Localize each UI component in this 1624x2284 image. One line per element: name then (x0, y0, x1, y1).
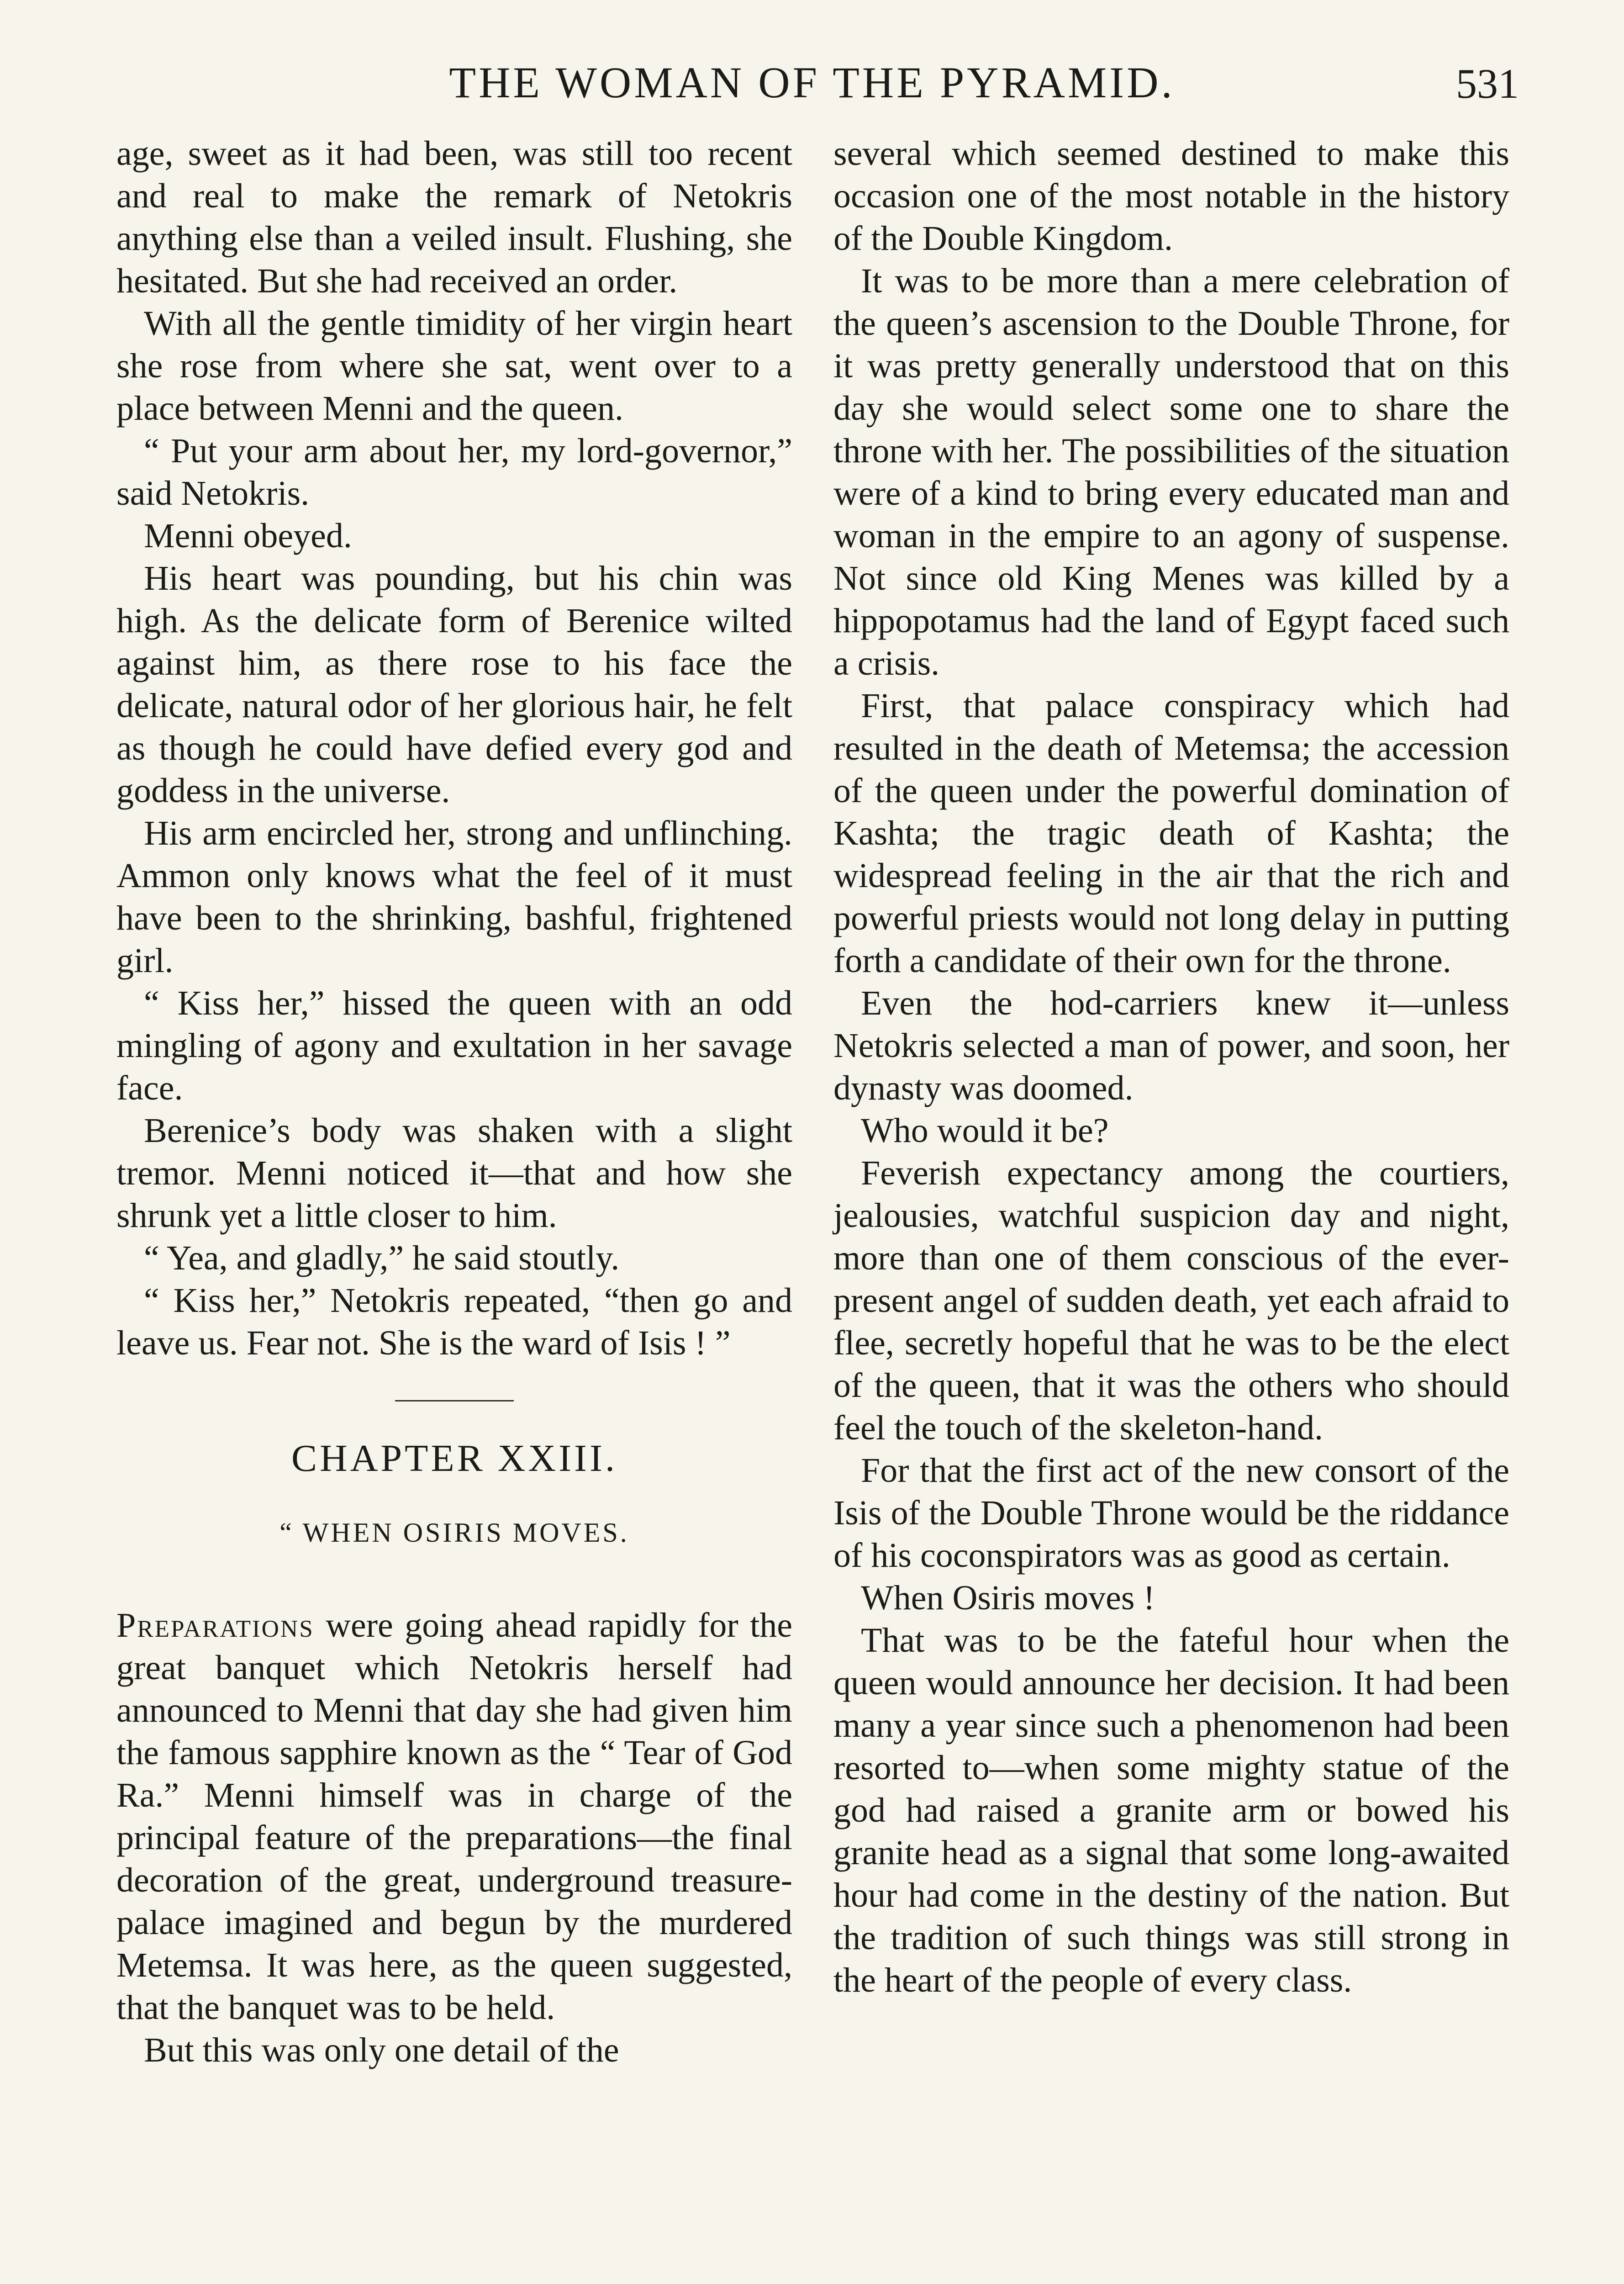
right-column (833, 132, 1509, 2002)
paragraph: It was to be more than a mere celebration of the queen’s ascension to the Double Throne, for it was pretty generally understood that on this day she would select some one to share the throne with her. The possibilities of the situation were of a kind to bring every educated man and woman in the empire to an agony of suspense. Not since old King Menes was killed by a hippopotamus had the land of Egypt faced such a crisis. (833, 262, 1509, 682)
paragraph: For that the first act of the new consort of the Isis of the Double Throne would be the riddance of his coconspirators was as good as certain. (833, 1451, 1509, 1575)
paragraph: When Osiris moves ! (861, 1579, 1155, 1617)
paragraph: But this was only one detail of the (144, 2031, 619, 2069)
paragraph: “ Yea, and gladly,” he said stoutly. (144, 1239, 620, 1277)
chapter-opening-paragraph (116, 1604, 792, 2029)
section-divider (395, 1400, 514, 1401)
paragraph: His arm encircled her, strong and unflinching. Ammon only knows what the feel of it must have been to the shrinking, bashful, frightened girl. (116, 814, 792, 980)
paragraph: Who would it be? (861, 1111, 1109, 1150)
paragraph: That was to be the fateful hour when the queen would announce her decision. It had been many a year since such a phenomenon had been resorted to—when some mighty statue of the god had raised a granite arm or bowed his granite head as a signal that some long-awaited hour had come in the destiny of the nation. But the tradition of such things was still strong in the heart of the people of every class. (833, 1621, 1509, 1999)
page-header (105, 55, 1519, 110)
paragraph: Feverish expectancy among the courtiers, jealousies, watchful suspicion day and night, more than one of them conscious of the ever-present angel of sudden death, yet each afraid to flee, secretly hopeful that he was to be the elect of the queen, that it was the others who should feel the touch of the skeleton-hand. (833, 1154, 1509, 1447)
paragraph: Berenice’s body was shaken with a slight tremor. Menni noticed it—that and how she shrunk yet a little closer to him. (116, 1111, 792, 1235)
chapter-subtitle: “ WHEN OSIRIS MOVES. (279, 1517, 629, 1548)
paragraph: His heart was pounding, but his chin was high. As the delicate form of Berenice wilted against him, as there rose to his face the delicate, natural odor of her glorious hair, he felt as though he could have defied every god and goddess in the universe. (116, 559, 792, 810)
paragraph: “ Put your arm about her, my lord-governor,” said Netokris. (116, 432, 792, 513)
paragraph: Even the hod-carriers knew it—unless Netokris selected a man of power, and soon, her dynasty was doomed. (833, 984, 1509, 1107)
chapter-opening-word: Preparations (116, 1606, 314, 1644)
paragraph: With all the gentle timidity of her virgin heart she rose from where she sat, went over to a place between Menni and the queen. (116, 304, 792, 428)
left-column (116, 132, 792, 2072)
paragraph: First, that palace conspiracy which had resulted in the death of Metemsa; the accession of the queen under the powerful domination of Kashta; the tragic death of Kashta; the widespread feeling in the air that the rich and powerful priests would not long delay in putting forth a candidate of their own for the throne. (833, 687, 1509, 980)
chapter-title: CHAPTER XXIII. (291, 1437, 617, 1480)
paragraph: Menni obeyed. (144, 517, 352, 555)
paragraph: “ Kiss her,” hissed the queen with an odd mingling of agony and exultation in her savage face. (116, 984, 792, 1107)
page-number: 531 (1456, 60, 1519, 107)
paragraph: “ Kiss her,” Netokris repeated, “then go and leave us. Fear not. She is the ward of Isis ! ” (116, 1281, 792, 1362)
chapter-opening-text: were going ahead rapidly for the great banquet which Netokris herself had announced to Menni that day she had given him the famous sapphire known as the “ Tear of God Ra.” Menni himself was in charge of the principal feature of the preparations—the final decoration of the great, underground treasure-palace imagined and begun by the murdered Metemsa. It was here, as the queen suggested, that the banquet was to be held. (116, 1606, 792, 2027)
paragraph: age, sweet as it had been, was still too recent and real to make the remark of Netokris anything else than a veiled insult. Flushing, she hesitated. But she had received an order. (116, 134, 792, 300)
running-title: THE WOMAN OF THE PYRAMID. (449, 58, 1175, 107)
paragraph: several which seemed destined to make this occasion one of the most notable in the history of the Double Kingdom. (833, 134, 1509, 258)
